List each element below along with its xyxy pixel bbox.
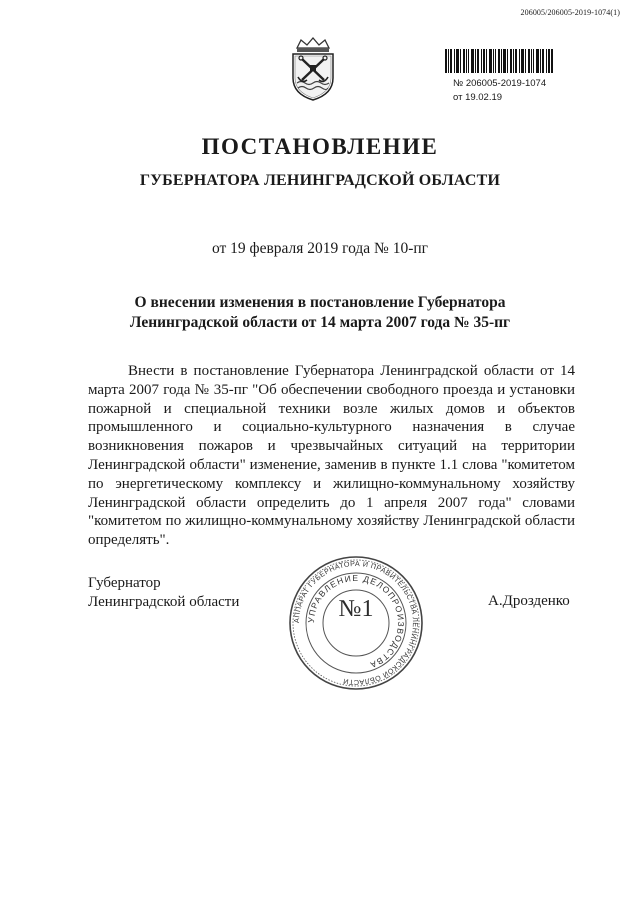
registration-date: от 19.02.19 — [453, 92, 503, 103]
stamp-number: №1 — [338, 596, 374, 622]
decree-date: от 19 февраля 2019 года № 10-пг — [211, 240, 429, 257]
signatory-title-line-2: Ленинградской области — [88, 594, 240, 610]
document-subtitle: ГУБЕРНАТОРА ЛЕНИНГРАДСКОЙ ОБЛАСТИ — [139, 172, 501, 189]
barcode — [445, 49, 553, 73]
registration-number: № 206005-2019-1074 — [453, 78, 547, 89]
stamp-outer-text: АППАРАТ ГУБЕРНАТОРА И ПРАВИТЕЛЬСТВА ЛЕНИНГРАДСКОЙ ОБЛАСТИ — [291, 558, 421, 688]
signatory-title — [88, 574, 239, 612]
document-title: ПОСТАНОВЛЕНИЕ — [201, 134, 439, 159]
stamp-inner-text: УПРАВЛЕНИЕ ДЕЛОПРОИЗВОДСТВА — [305, 572, 407, 671]
decree-heading-line-1: О внесении изменения в постановление Губернатора — [134, 294, 506, 311]
signatory-title-line-1: Губернатор — [88, 575, 161, 591]
document-id: 206005/206005-2019-1074(1) — [520, 8, 620, 17]
decree-heading-line-2: Ленинградской области от 14 марта 2007 года № 35-пг — [129, 314, 511, 331]
official-stamp — [288, 555, 424, 691]
signatory-name: А.Дрозденко — [488, 593, 570, 609]
coat-of-arms-emblem — [285, 36, 341, 102]
decree-body: Внести в постановление Губернатора Ленинградской области от 14 марта 2007 года № 35-пг "Об обеспечении свободного проезда и установки пожарной и специальной техники возле жилых домов и объектов промышленного и социально-культурного назначения в случае возникновения пожаров и чрезвычайных ситуаций на территории Ленинградской области" изменение, заменив в пункте 1.1 слова "комитетом по энергетическому комплексу и жилищно-коммунальному хозяйству Ленинградской области определить до 1 апреля 2007 года" словами "комитетом по жилищно-коммунальному хозяйству Ленинградской области определять". — [88, 363, 575, 549]
decree-heading — [120, 293, 520, 333]
